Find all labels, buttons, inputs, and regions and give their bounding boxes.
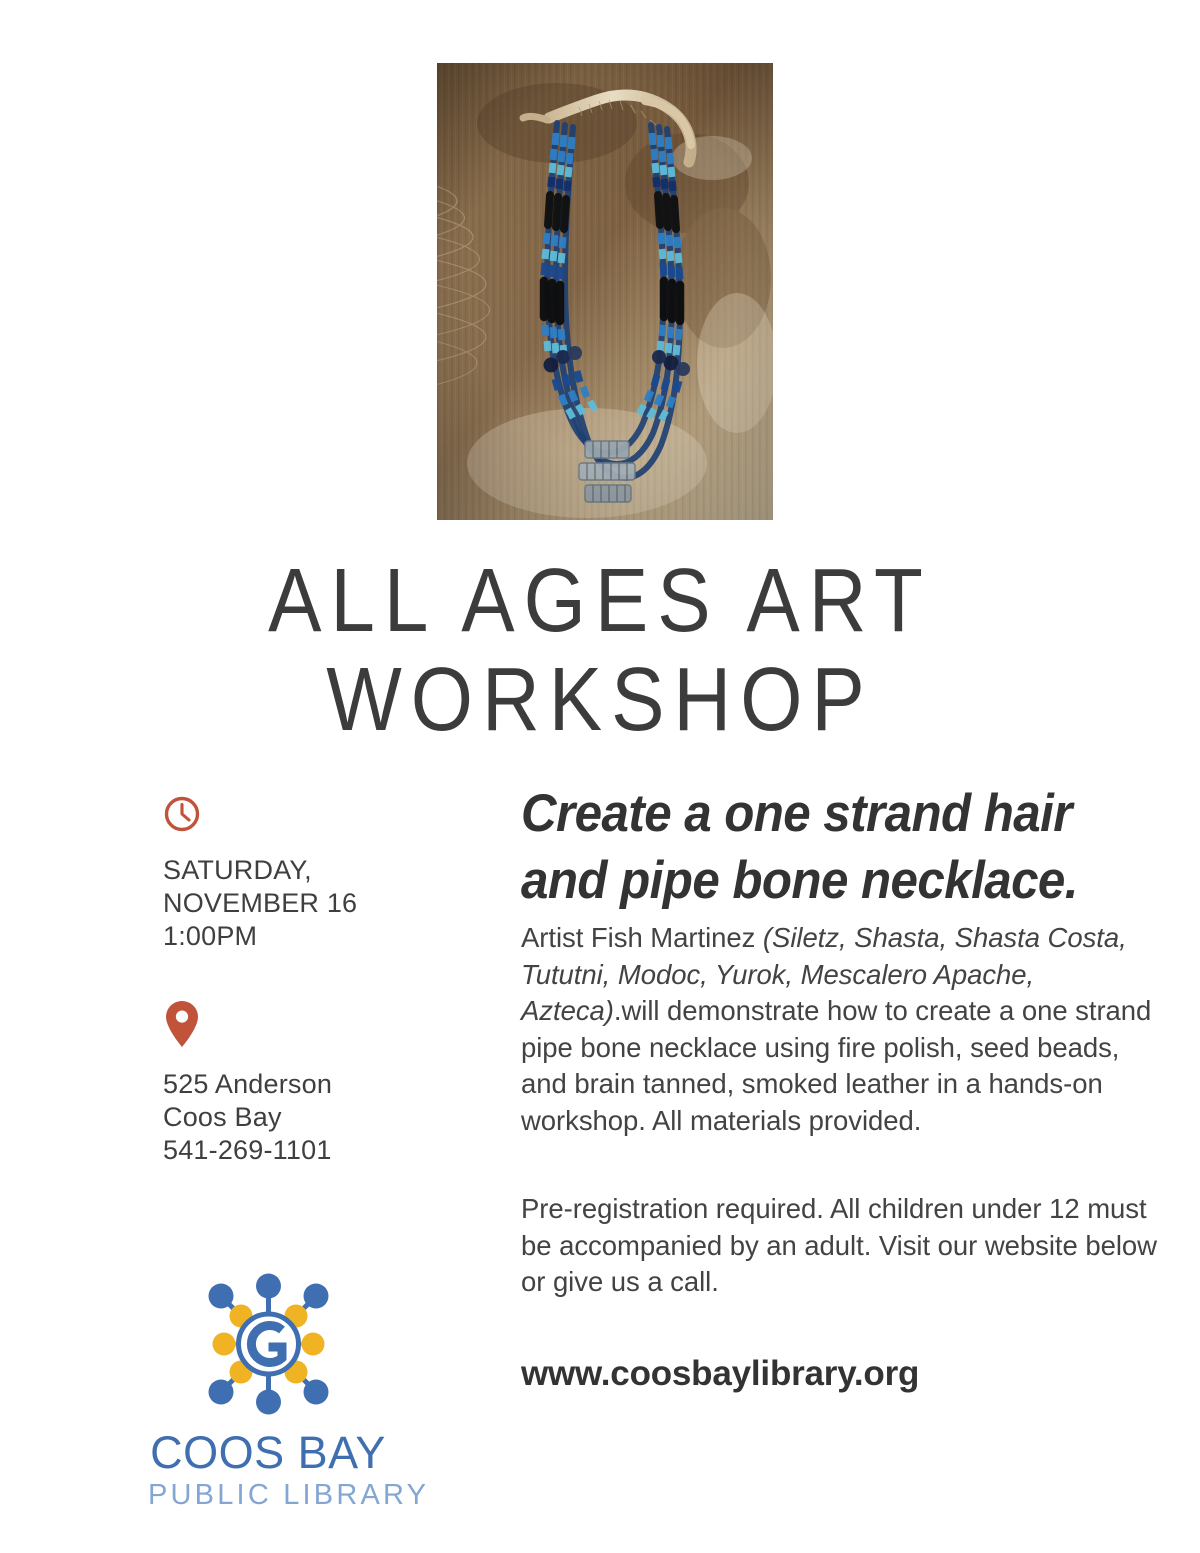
when-group — [163, 795, 493, 953]
library-logo-subtitle: PUBLIC LIBRARY — [148, 1479, 430, 1511]
page-title — [0, 548, 1200, 749]
clock-icon — [163, 795, 493, 838]
library-logo-name: COOS BAY — [150, 1427, 386, 1478]
registration-note: Pre-registration required. All children under 12 must be accompanied by an adult. Visit our website below or give us a call. — [521, 1193, 1157, 1297]
description-column — [521, 780, 1166, 1395]
event-date: NOVEMBER 16 — [163, 888, 358, 918]
event-city: Coos Bay — [163, 1102, 282, 1132]
event-phone: 541-269-1101 — [163, 1135, 332, 1165]
page-title-line-1: ALL AGES ART — [268, 550, 932, 650]
event-day: SATURDAY, — [163, 855, 312, 885]
library-logo — [148, 1268, 430, 1511]
library-website-url[interactable]: www.coosbaylibrary.org — [521, 1353, 920, 1393]
workshop-description — [521, 920, 1166, 1139]
necklace-photo — [437, 63, 773, 520]
artist-affiliations: (Siletz, Shasta, Shasta Costa, Tututni, Modoc, Yurok, Mescalero Apache, Azteca) — [521, 922, 1127, 1026]
paragraph-spacer — [521, 1139, 1166, 1191]
necklace-photo-graphic — [437, 63, 773, 520]
event-street: 525 Anderson — [163, 1069, 333, 1099]
map-pin-icon — [163, 999, 493, 1054]
url-spacer — [521, 1301, 1166, 1353]
coos-bay-library-hub-icon — [148, 1268, 388, 1425]
workshop-description-rest: .will demonstrate how to create a one strand pipe bone necklace using fire polish, seed beads, and brain tanned, smoked leather in a hands-on workshop. All materials provided. — [521, 995, 1152, 1136]
page-title-line-2: WORKSHOP — [326, 649, 874, 749]
event-datetime — [163, 854, 493, 953]
workshop-headline: Create a one strand hair and pipe bone necklace. — [521, 784, 1078, 910]
where-group — [163, 999, 493, 1167]
event-details-column — [163, 795, 493, 1167]
artist-name: Artist Fish Martinez — [521, 922, 763, 953]
event-time: 1:00PM — [163, 921, 258, 951]
event-location — [163, 1068, 493, 1167]
